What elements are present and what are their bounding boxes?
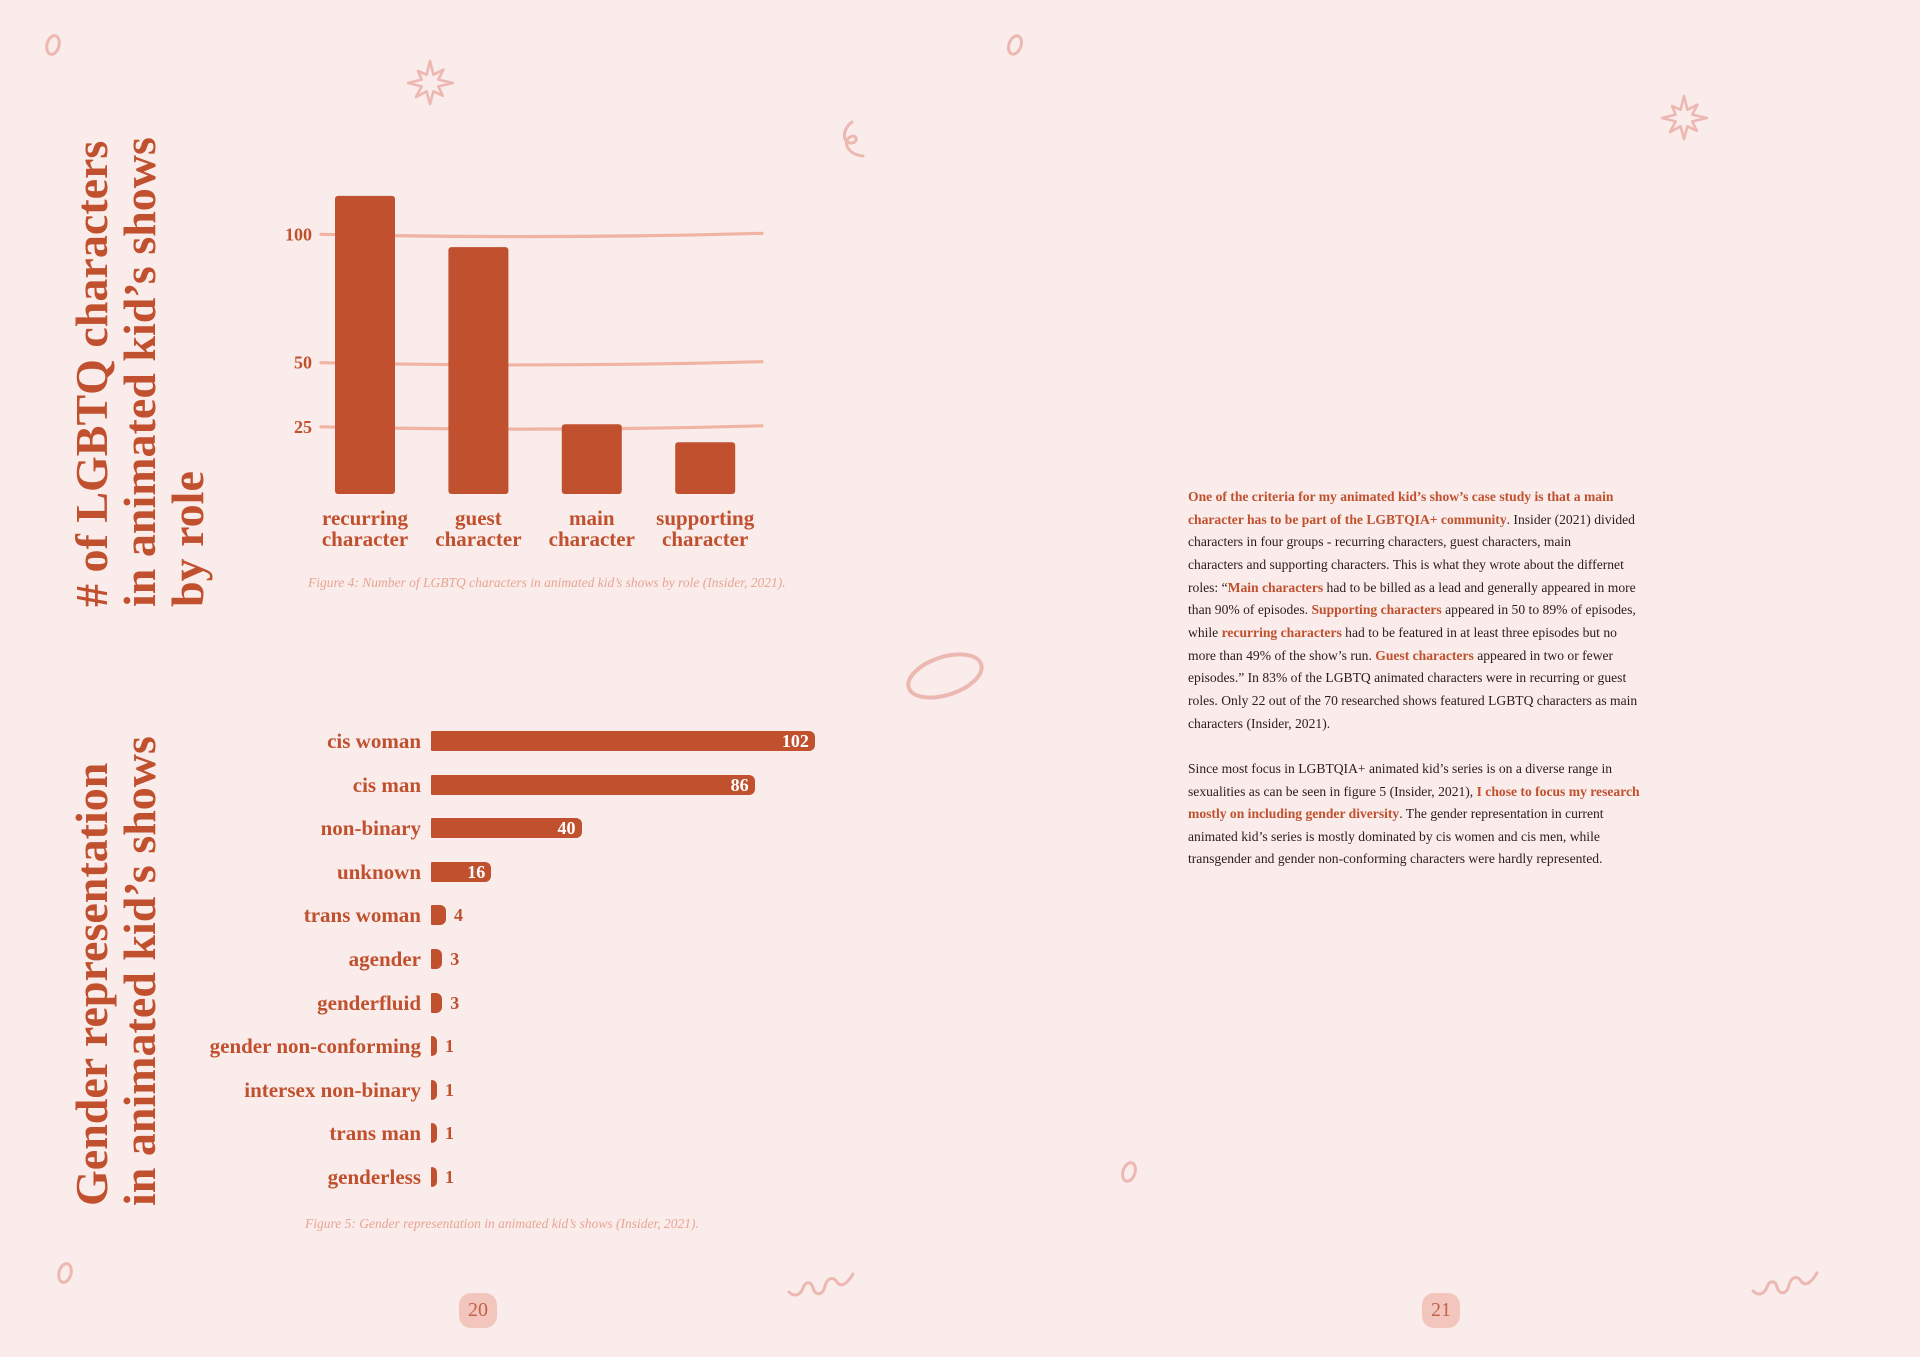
text-run: roles. Only 22 out of the 70 researched shows featured LGBTQ characters as main	[1188, 692, 1638, 708]
data-label: 86	[730, 774, 749, 795]
chart2-title-line: in animated kid’s shows	[114, 736, 165, 1206]
text-line	[1188, 667, 1640, 690]
chart2-title-line: Gender representation	[66, 762, 117, 1206]
y-tick-label: cis woman	[327, 729, 421, 753]
y-tick-label: non-binary	[320, 816, 421, 841]
text-line	[1188, 781, 1640, 804]
text-run: characters and supporting characters. This is what they wrote about the differnet	[1188, 556, 1624, 572]
text-line	[1188, 577, 1640, 600]
bar	[431, 905, 446, 925]
squiggle-icon	[785, 1266, 857, 1302]
chart1-caption: Figure 4: Number of LGBTQ characters in animated kid’s shows by role (Insider, 2021).	[308, 575, 786, 590]
chart1-title-line: # of LGBTQ characters	[66, 140, 117, 607]
y-tick-label: genderless	[327, 1165, 421, 1189]
text-run: animated kid’s series is mostly dominated by cis women and cis men, while	[1188, 828, 1600, 844]
text-run: Since most focus in LGBTQIA+ animated kid’s series is on a diverse range in	[1188, 760, 1613, 776]
text-line	[1188, 713, 1640, 736]
text-line	[1188, 622, 1640, 645]
highlighted-text: recurring characters	[1221, 624, 1342, 640]
ring-icon	[902, 648, 988, 704]
text-run: transgender and gender non-conforming characters were hardly represented.	[1188, 851, 1603, 867]
text-line	[1188, 826, 1640, 849]
ring-icon	[1005, 31, 1025, 59]
bar	[431, 1080, 437, 1100]
text-line	[1188, 554, 1640, 577]
body-text	[1188, 486, 1640, 871]
y-tick-label: 25	[294, 416, 312, 437]
gender-bar-chart	[180, 720, 880, 1190]
paragraph	[1188, 486, 1640, 735]
text-run: appeared in two or fewer	[1473, 647, 1614, 663]
chart1-title	[68, 137, 212, 607]
highlighted-text: Main characters	[1227, 579, 1324, 595]
text-line	[1188, 690, 1640, 713]
data-label: 3	[450, 992, 460, 1013]
page-number: 20	[459, 1293, 497, 1328]
x-tick-label: recurring character	[321, 506, 409, 551]
ring-icon	[55, 1259, 75, 1287]
bar	[335, 196, 395, 494]
role-bar-chart-plot	[270, 180, 790, 500]
text-run: than 90% of episodes.	[1188, 602, 1312, 618]
x-tick-label: supporting character	[656, 506, 755, 551]
chart2-title	[68, 736, 164, 1206]
bar	[448, 247, 508, 494]
highlighted-text: Supporting characters	[1311, 602, 1442, 618]
text-run: . The gender representation in current	[1399, 806, 1604, 822]
x-tick-label: main character	[548, 506, 635, 551]
page-number: 21	[1422, 1293, 1460, 1328]
text-run: sexualities as can be seen in figure 5 (Insider, 2021),	[1188, 783, 1477, 799]
text-run: . Insider (2021) divided	[1506, 511, 1635, 527]
ring-icon	[43, 31, 63, 59]
sparkle-icon	[404, 57, 456, 109]
highlighted-text: character has to be part of the LGBTQIA+ community	[1188, 511, 1507, 527]
data-label: 16	[467, 861, 486, 882]
squiggle-icon	[1749, 1265, 1821, 1301]
text-line	[1188, 803, 1640, 826]
bar	[562, 424, 622, 494]
text-run: had to be billed as a lead and generally appeared in more	[1323, 579, 1636, 595]
role-bar-chart	[270, 180, 790, 560]
ring-icon	[1119, 1158, 1139, 1186]
text-line	[1188, 599, 1640, 622]
bar	[431, 1167, 437, 1187]
y-tick-label: 100	[285, 224, 312, 245]
data-label: 4	[454, 905, 464, 926]
bar	[431, 993, 442, 1013]
text-run: characters in four groups - recurring characters, guest characters, main	[1188, 534, 1572, 550]
highlighted-text: I chose to focus my research	[1476, 783, 1640, 799]
curl-icon	[838, 118, 872, 160]
highlighted-text: Guest characters	[1375, 647, 1474, 663]
data-label: 102	[781, 731, 809, 751]
sparkle-icon	[1658, 92, 1710, 144]
data-label: 3	[450, 949, 460, 969]
text-run: characters (Insider, 2021).	[1188, 715, 1331, 731]
text-run: more than 49% of the show’s run.	[1188, 647, 1376, 663]
chart2-caption: Figure 5: Gender representation in animated kid’s shows (Insider, 2021).	[305, 1216, 699, 1231]
data-label: 1	[445, 1079, 454, 1100]
text-line	[1188, 509, 1640, 532]
paragraph	[1188, 758, 1640, 871]
bar	[431, 1123, 437, 1143]
y-tick-label: genderfluid	[317, 990, 421, 1015]
x-tick-label: guest character	[435, 506, 522, 551]
highlighted-text: One of the criteria for my animated kid’s show’s case study is that a main	[1188, 489, 1614, 504]
text-line	[1188, 758, 1640, 781]
data-label: 1	[445, 1036, 454, 1057]
text-run: episodes.” In 83% of the LGBTQ animated characters were in recurring or guest	[1188, 670, 1627, 686]
text-run: roles: “	[1188, 579, 1228, 595]
y-tick-label: cis man	[352, 772, 421, 797]
text-line	[1188, 486, 1640, 509]
y-tick-label: intersex non-binary	[244, 1077, 421, 1102]
text-run: appeared in 50 to 89% of episodes,	[1441, 602, 1636, 618]
y-tick-label: gender non-conforming	[209, 1034, 421, 1059]
bar	[431, 1036, 437, 1056]
highlighted-text: mostly on including gender diversity	[1188, 806, 1400, 822]
data-label: 40	[557, 818, 576, 839]
text-line	[1188, 645, 1640, 668]
data-label: 1	[445, 1167, 454, 1187]
y-tick-label: agender	[348, 947, 421, 971]
bar	[675, 442, 735, 494]
text-line	[1188, 848, 1640, 871]
chart1-title-line: by role	[162, 471, 213, 607]
chart1-title-line: in animated kid’s shows	[114, 137, 165, 607]
text-run: while	[1188, 624, 1222, 640]
text-line	[1188, 531, 1640, 554]
data-label: 1	[445, 1123, 454, 1144]
y-tick-label: trans man	[329, 1121, 421, 1146]
y-tick-label: unknown	[336, 859, 421, 884]
y-tick-label: 50	[294, 352, 312, 373]
y-tick-label: trans woman	[303, 903, 421, 928]
bar	[431, 949, 442, 969]
text-run: had to be featured in at least three episodes but no	[1341, 624, 1617, 640]
